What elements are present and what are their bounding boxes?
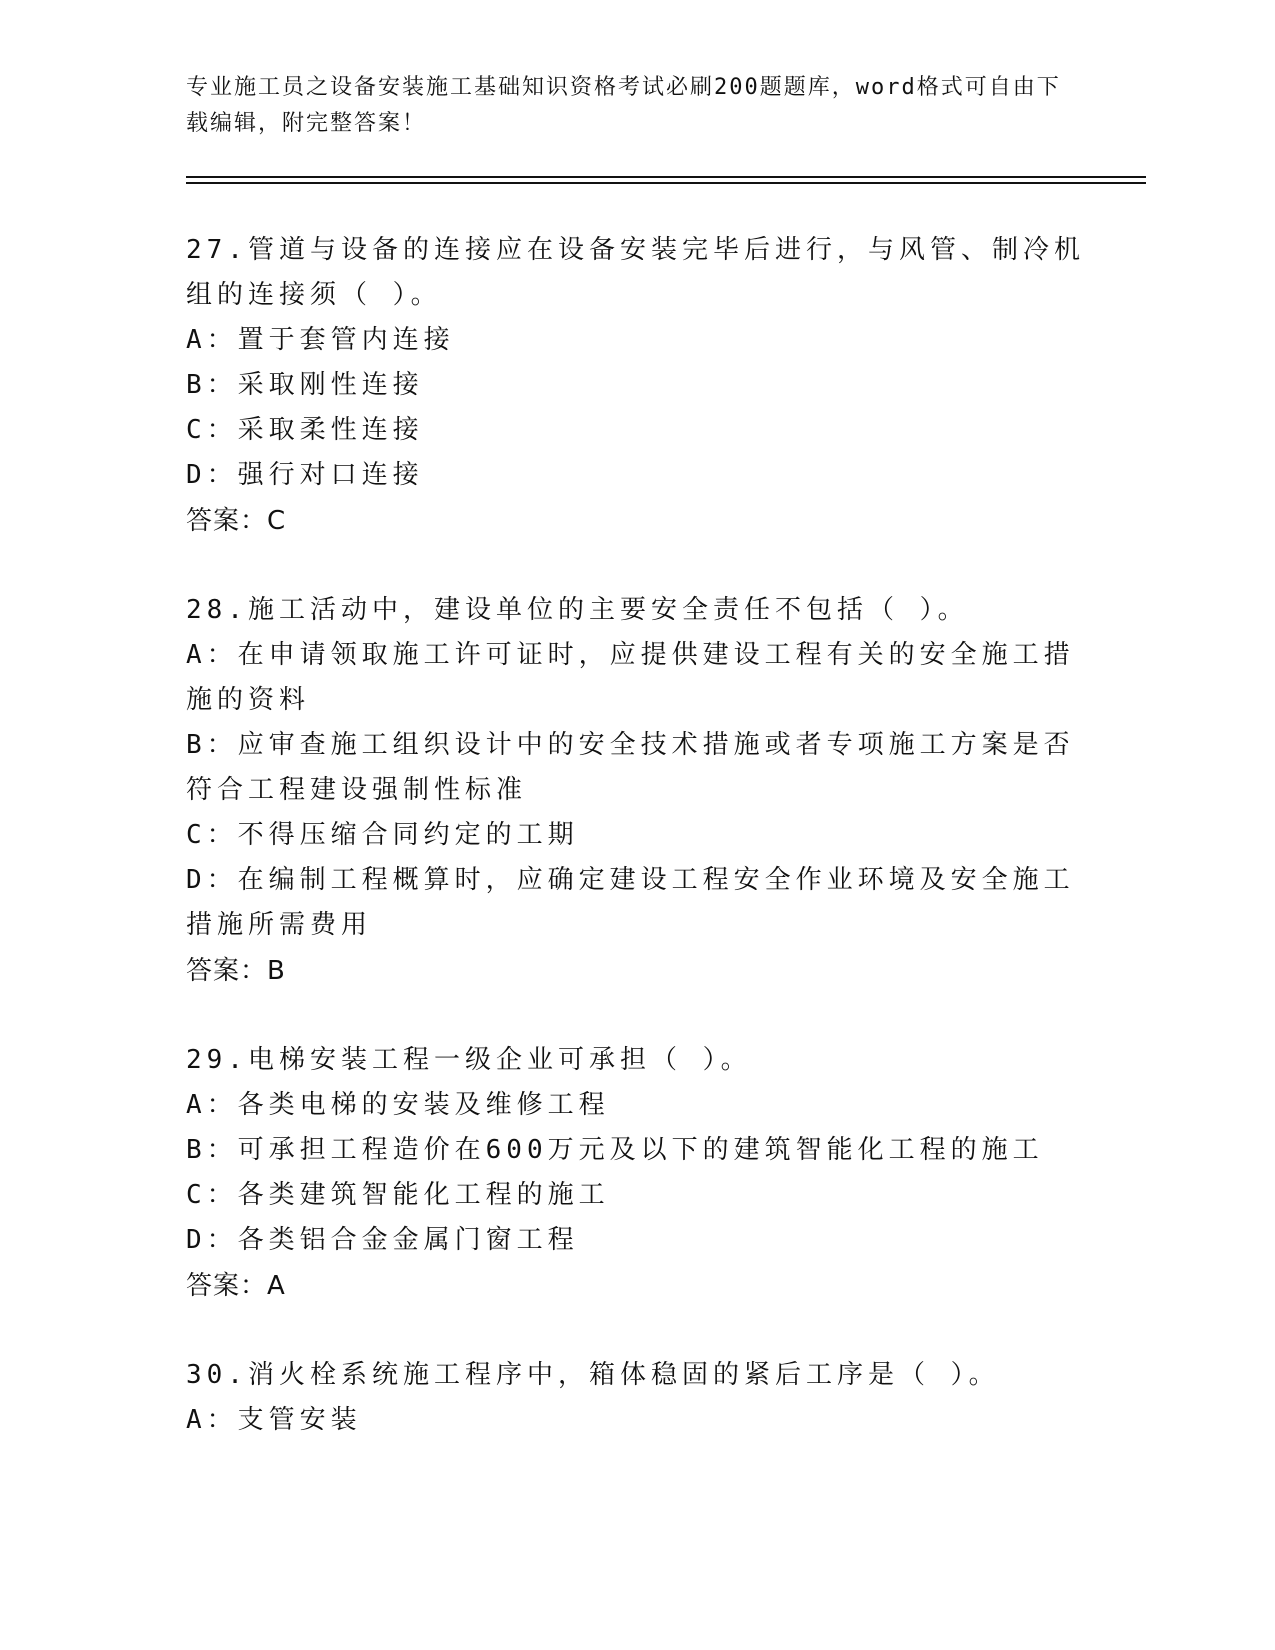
header-divider-bottom bbox=[186, 182, 1146, 184]
option-d: D：在编制工程概算时，应确定建设工程安全作业环境及安全施工措施所需费用 bbox=[186, 865, 1075, 940]
document-header: 专业施工员之设备安装施工基础知识资格考试必刷200题题库，word格式可自由下载编辑，附完整答案！ bbox=[186, 75, 1061, 136]
option-a: A：支管安装 bbox=[186, 1405, 362, 1435]
question-28 bbox=[186, 588, 1086, 994]
question-29 bbox=[186, 1038, 1086, 1309]
option-d: D：各类铝合金金属门窗工程 bbox=[186, 1225, 579, 1255]
question-30 bbox=[186, 1353, 1086, 1443]
option-a: A：置于套管内连接 bbox=[186, 325, 455, 355]
question-stem: 29.电梯安装工程一级企业可承担（ ）。 bbox=[186, 1045, 752, 1075]
option-d: D：强行对口连接 bbox=[186, 460, 424, 490]
option-a: A：在申请领取施工许可证时，应提供建设工程有关的安全施工措施的资料 bbox=[186, 640, 1075, 715]
question-stem: 27.管道与设备的连接应在设备安装完毕后进行，与风管、制冷机组的连接须（ ）。 bbox=[186, 235, 1085, 310]
answer-label: 答案：A bbox=[186, 1271, 286, 1301]
header-divider-top bbox=[186, 176, 1146, 178]
question-stem: 30.消火栓系统施工程序中，箱体稳固的紧后工序是（ ）。 bbox=[186, 1360, 1000, 1390]
answer-label: 答案：C bbox=[186, 506, 287, 536]
option-b: B：采取刚性连接 bbox=[186, 370, 424, 400]
option-c: C：不得压缩合同约定的工期 bbox=[186, 820, 579, 850]
answer-label: 答案：B bbox=[186, 956, 286, 986]
question-stem: 28.施工活动中，建设单位的主要安全责任不包括（ ）。 bbox=[186, 595, 969, 625]
option-a: A：各类电梯的安装及维修工程 bbox=[186, 1090, 610, 1120]
option-b: B：可承担工程造价在600万元及以下的建筑智能化工程的施工 bbox=[186, 1135, 1044, 1165]
option-c: C：采取柔性连接 bbox=[186, 415, 424, 445]
question-27 bbox=[186, 228, 1086, 544]
option-b: B：应审查施工组织设计中的安全技术措施或者专项施工方案是否符合工程建设强制性标准 bbox=[186, 730, 1075, 805]
question-list bbox=[186, 228, 1086, 1487]
option-c: C：各类建筑智能化工程的施工 bbox=[186, 1180, 610, 1210]
